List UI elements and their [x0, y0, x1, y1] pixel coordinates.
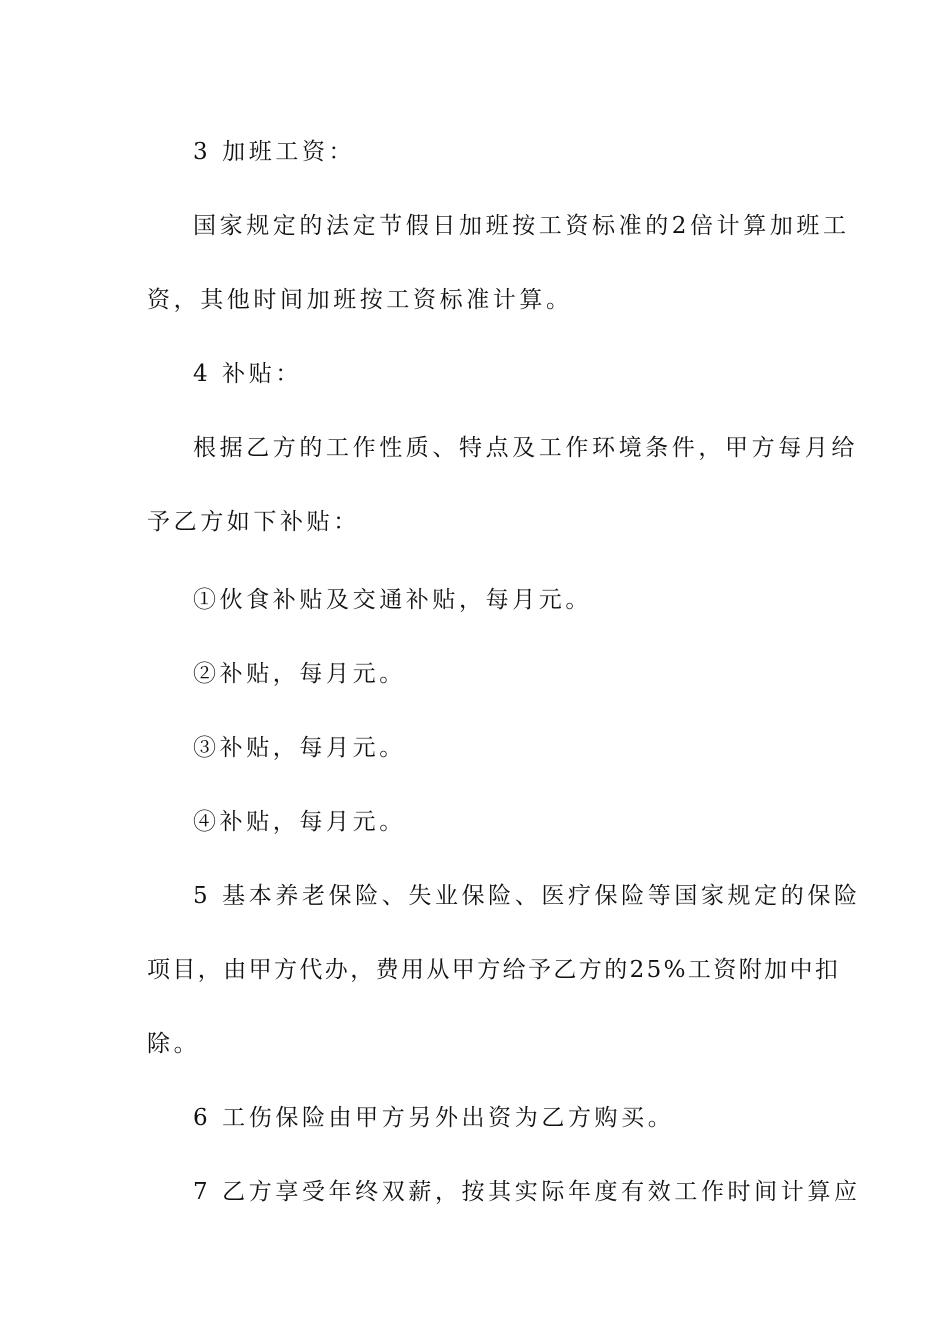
- list-item: ①伙食补贴及交通补贴，每月元。: [193, 587, 592, 613]
- list-item: ④补贴，每月元。: [193, 809, 406, 835]
- paragraph-line: 6 工伤保险由甲方另外出资为乙方购买。: [193, 1105, 675, 1131]
- paragraph-line: 项目，由甲方代办，费用从甲方给予乙方的25%工资附加中扣: [147, 957, 841, 983]
- paragraph-line: 国家规定的法定节假日加班按工资标准的2倍计算加班工: [193, 213, 850, 239]
- list-item: ②补贴，每月元。: [193, 661, 406, 687]
- paragraph-line: 资，其他时间加班按工资标准计算。: [147, 287, 573, 313]
- paragraph-line: 根据乙方的工作性质、特点及工作环境条件，甲方每月给: [193, 435, 858, 461]
- paragraph-line: 5 基本养老保险、失业保险、医疗保险等国家规定的保险: [193, 883, 861, 909]
- paragraph-line: 除。: [147, 1031, 201, 1057]
- list-item: ③补贴，每月元。: [193, 735, 406, 761]
- paragraph-line: 予乙方如下补贴：: [147, 509, 360, 535]
- paragraph-line: 7 乙方享受年终双薪，按其实际年度有效工作时间计算应: [193, 1179, 861, 1205]
- section-heading-subsidy: 4 补贴：: [193, 361, 302, 387]
- section-heading-overtime-pay: 3 加班工资：: [193, 139, 356, 165]
